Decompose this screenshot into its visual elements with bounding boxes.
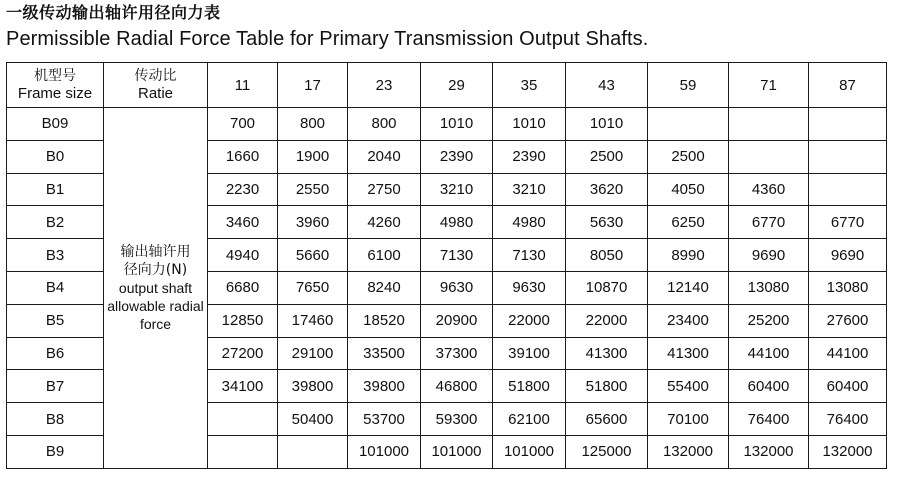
- force-value-cell: [278, 435, 348, 468]
- table-header-row: [7, 63, 887, 108]
- force-value-cell: 23400: [648, 304, 729, 337]
- force-value-cell: 4260: [348, 206, 421, 239]
- force-value-cell: 700: [208, 108, 278, 141]
- force-value-cell: 22000: [566, 304, 648, 337]
- force-value-cell: 4360: [729, 173, 809, 206]
- force-value-cell: 39800: [348, 370, 421, 403]
- force-value-cell: 7130: [421, 239, 493, 272]
- frame-size-cell: B4: [7, 271, 104, 304]
- force-value-cell: 51800: [493, 370, 566, 403]
- force-value-cell: 4980: [421, 206, 493, 239]
- force-value-cell: 39800: [278, 370, 348, 403]
- force-value-cell: 8050: [566, 239, 648, 272]
- force-value-cell: 9690: [809, 239, 887, 272]
- force-value-cell: 27600: [809, 304, 887, 337]
- force-value-cell: 6680: [208, 271, 278, 304]
- force-value-cell: 65600: [566, 403, 648, 436]
- force-value-cell: 2500: [566, 140, 648, 173]
- force-value-cell: 60400: [729, 370, 809, 403]
- force-value-cell: 101000: [493, 435, 566, 468]
- force-value-cell: [208, 435, 278, 468]
- force-value-cell: 7650: [278, 271, 348, 304]
- force-value-cell: 12850: [208, 304, 278, 337]
- force-value-cell: 132000: [648, 435, 729, 468]
- force-value-cell: 60400: [809, 370, 887, 403]
- page-title-chinese: 一级传动输出轴许用径向力表: [6, 3, 221, 22]
- ratio-column-header: 11: [208, 63, 278, 108]
- force-value-cell: 7130: [493, 239, 566, 272]
- force-value-cell: 46800: [421, 370, 493, 403]
- force-value-cell: 3210: [493, 173, 566, 206]
- force-value-cell: [809, 108, 887, 141]
- force-value-cell: 800: [278, 108, 348, 141]
- force-value-cell: 44100: [729, 337, 809, 370]
- force-value-cell: 39100: [493, 337, 566, 370]
- force-value-cell: 3210: [421, 173, 493, 206]
- force-value-cell: 53700: [348, 403, 421, 436]
- frame-size-header-en: Frame size: [17, 85, 93, 102]
- force-value-cell: 4050: [648, 173, 729, 206]
- radial-force-description: [104, 108, 208, 469]
- frame-size-header-cn: 机型号: [34, 68, 76, 84]
- desc-en-line-2: allowable radial: [107, 297, 204, 314]
- radial-force-table: [6, 62, 887, 469]
- force-value-cell: 5660: [278, 239, 348, 272]
- force-value-cell: 2750: [348, 173, 421, 206]
- force-value-cell: 29100: [278, 337, 348, 370]
- force-value-cell: 51800: [566, 370, 648, 403]
- force-value-cell: 20900: [421, 304, 493, 337]
- ratio-column-header: 23: [348, 63, 421, 108]
- force-value-cell: 76400: [729, 403, 809, 436]
- ratio-column-header: 71: [729, 63, 809, 108]
- force-value-cell: [208, 403, 278, 436]
- force-value-cell: 27200: [208, 337, 278, 370]
- force-value-cell: 44100: [809, 337, 887, 370]
- force-value-cell: 9630: [421, 271, 493, 304]
- force-value-cell: 13080: [809, 271, 887, 304]
- force-value-cell: 76400: [809, 403, 887, 436]
- ratio-header-en: Ratie: [137, 85, 174, 102]
- force-value-cell: 70100: [648, 403, 729, 436]
- force-value-cell: [648, 108, 729, 141]
- ratio-column-header: 43: [566, 63, 648, 108]
- force-value-cell: [729, 108, 809, 141]
- force-value-cell: 101000: [421, 435, 493, 468]
- force-value-cell: 2230: [208, 173, 278, 206]
- force-value-cell: 1010: [566, 108, 648, 141]
- force-value-cell: 8240: [348, 271, 421, 304]
- force-value-cell: 12140: [648, 271, 729, 304]
- force-value-cell: 9630: [493, 271, 566, 304]
- force-value-cell: 59300: [421, 403, 493, 436]
- force-value-cell: 4980: [493, 206, 566, 239]
- force-value-cell: 41300: [648, 337, 729, 370]
- force-value-cell: 62100: [493, 403, 566, 436]
- ratio-column-header: 87: [809, 63, 887, 108]
- force-value-cell: 6770: [729, 206, 809, 239]
- frame-size-cell: B7: [7, 370, 104, 403]
- force-value-cell: 10870: [566, 271, 648, 304]
- page-title-english: Permissible Radial Force Table for Primary Transmission Output Shafts.: [6, 28, 649, 50]
- force-value-cell: 8990: [648, 239, 729, 272]
- force-value-cell: 132000: [729, 435, 809, 468]
- force-value-cell: 6250: [648, 206, 729, 239]
- force-value-cell: 33500: [348, 337, 421, 370]
- ratio-column-header: 59: [648, 63, 729, 108]
- force-value-cell: 1660: [208, 140, 278, 173]
- frame-size-cell: B1: [7, 173, 104, 206]
- force-value-cell: 22000: [493, 304, 566, 337]
- force-value-cell: 55400: [648, 370, 729, 403]
- force-value-cell: 2040: [348, 140, 421, 173]
- force-value-cell: 9690: [729, 239, 809, 272]
- frame-size-cell: B0: [7, 140, 104, 173]
- force-value-cell: 101000: [348, 435, 421, 468]
- frame-size-cell: B2: [7, 206, 104, 239]
- force-value-cell: 4940: [208, 239, 278, 272]
- force-value-cell: 41300: [566, 337, 648, 370]
- force-value-cell: [729, 140, 809, 173]
- force-value-cell: [809, 140, 887, 173]
- table-row: [7, 108, 887, 141]
- force-value-cell: 3460: [208, 206, 278, 239]
- frame-size-cell: B3: [7, 239, 104, 272]
- frame-size-cell: B8: [7, 403, 104, 436]
- force-value-cell: [809, 173, 887, 206]
- force-value-cell: 25200: [729, 304, 809, 337]
- frame-size-cell: B6: [7, 337, 104, 370]
- frame-size-cell: B5: [7, 304, 104, 337]
- force-value-cell: 1010: [493, 108, 566, 141]
- ratio-header-cn: 传动比: [134, 68, 177, 84]
- frame-size-cell: B09: [7, 108, 104, 141]
- force-value-cell: 50400: [278, 403, 348, 436]
- force-value-cell: 6770: [809, 206, 887, 239]
- force-value-cell: 125000: [566, 435, 648, 468]
- force-value-cell: 2390: [421, 140, 493, 173]
- force-value-cell: 1900: [278, 140, 348, 173]
- force-value-cell: 2500: [648, 140, 729, 173]
- force-value-cell: 800: [348, 108, 421, 141]
- force-value-cell: 1010: [421, 108, 493, 141]
- force-value-cell: 2550: [278, 173, 348, 206]
- frame-size-cell: B9: [7, 435, 104, 468]
- ratio-column-header: 17: [278, 63, 348, 108]
- desc-cn-line-2: 径向力(N): [123, 261, 188, 278]
- force-value-cell: 37300: [421, 337, 493, 370]
- desc-cn-line-1: 输出轴许用: [120, 243, 191, 260]
- force-value-cell: 2390: [493, 140, 566, 173]
- force-value-cell: 34100: [208, 370, 278, 403]
- ratio-column-header: 29: [421, 63, 493, 108]
- force-value-cell: 6100: [348, 239, 421, 272]
- force-value-cell: 13080: [729, 271, 809, 304]
- force-value-cell: 132000: [809, 435, 887, 468]
- force-value-cell: 3620: [566, 173, 648, 206]
- force-value-cell: 5630: [566, 206, 648, 239]
- frame-size-header: [7, 63, 104, 108]
- force-value-cell: 17460: [278, 304, 348, 337]
- ratio-header: [104, 63, 208, 108]
- force-value-cell: 3960: [278, 206, 348, 239]
- ratio-column-header: 35: [493, 63, 566, 108]
- desc-en-line-3: force: [139, 315, 172, 332]
- desc-en-line-1: output shaft: [118, 279, 193, 296]
- force-value-cell: 18520: [348, 304, 421, 337]
